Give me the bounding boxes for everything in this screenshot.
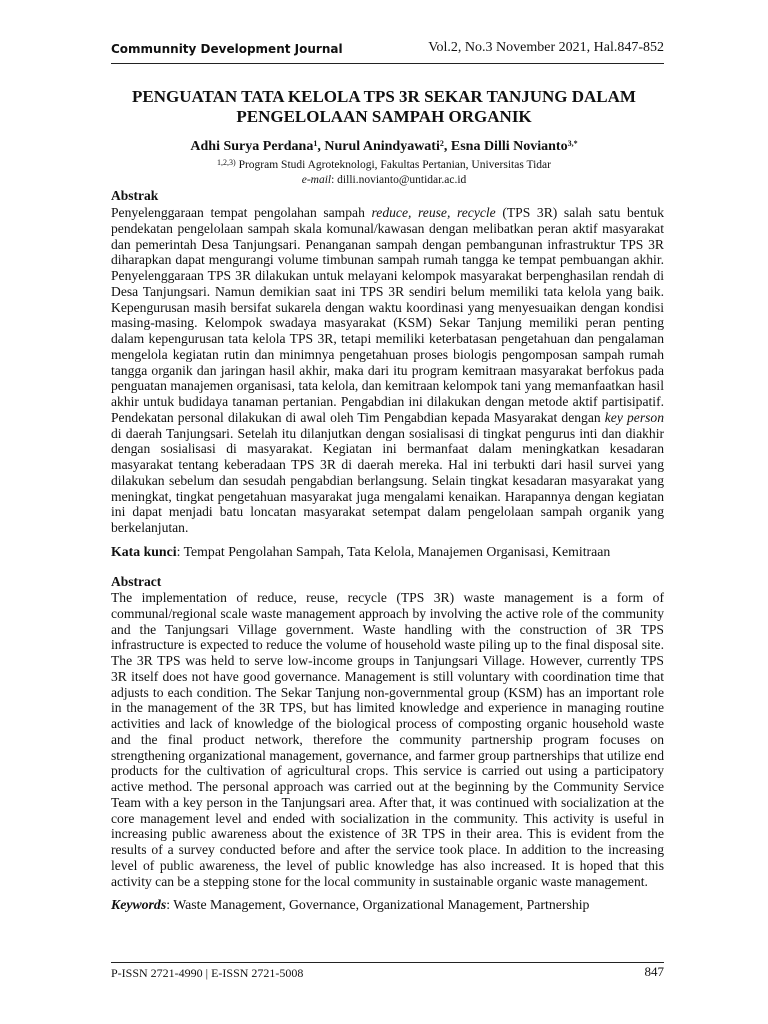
email-value: : dilli.novianto@untidar.ac.id: [331, 174, 467, 186]
author-name: Esna Dilli Novianto: [450, 139, 568, 154]
volume-info: Vol.2, No.3 November 2021, Hal.847-852: [428, 40, 664, 55]
title-line-1: PENGUATAN TATA KELOLA TPS 3R SEKAR TANJUNG DALAM: [132, 87, 636, 106]
abstract-heading: Abstract: [111, 574, 162, 589]
abstrak-text: di daerah Tanjungsari. Setelah itu dilanjutkan dengan sosialisasi di tingkat pengurus inti dan diakhir dengan sosialisasi di masyarakat. Kegiatan ini bermanfaat dalam meningkatkan kesadaran masyarakat tentang keberadaan TPS 3R di daerah mereka. Hal ini terbukti dari hasil survei yang dilakukan sebelum dan sesudah pengabdian berlangsung. Selain tingkat kesadaran masyarakat yang meningkat, tingkat pengetahuan masyarakat juga mengalami kenaikan. Harapannya dengan kegiatan ini dapat menjadi batu loncatan masyarakat setempat dalam pengelolaan sampah organik yang berkelanjutan.: [111, 425, 664, 535]
affiliation-sup: 1,2,3): [217, 158, 236, 167]
paper-title: [90, 87, 678, 127]
author-sup: 1: [313, 139, 318, 148]
page-number: 847: [644, 964, 664, 979]
abstract-body: The implementation of reduce, reuse, recycle (TPS 3R) waste management is a form of communal/regional scale waste management approach by involving the active role of the community and the Tanjungsari Village government. Waste handling with the construction of 3R TPS infrastructure is expected to reduce the volume of household waste piling up to the final disposal site. The 3R TPS was held to serve low-income groups in Tanjungsari Village. However, currently TPS 3R itself does not have good governance. Management is still voluntary with coordination time that adjusts to each condition. The Sekar Tanjung non-governmental group (KSM) has an important role in the management of the 3R TPS, but has limited knowledge and experience in managing routine activities and lack of knowledge of the biological process of composting organic household waste and the final product network, therefore the community partnership program focuses on strengthening organizational management, governance, and farmer group partnerships that utilize end products for the cultivation of agricultural crops. This service is carried out using a participatory active method. The personal approach was carried out at the beginning by the Community Service Team with a key person in the Tanjungsari area. After that, it was continued with socialization at the core management level and ended with socialization in the community. This activity is useful in increasing public awareness about the existence of 3R TPS in their area. This is evident from the results of a survey conducted before and after the service took place. In addition to the increasing level of public awareness, the level of public knowledge has also increased. It is hoped that this activity can be a stepping stone for the local community in sustainable organic waste management.: [111, 590, 664, 889]
author-name: Adhi Surya Perdana: [190, 139, 314, 154]
email-label: e-mail: [301, 174, 332, 186]
keywords-label: Keywords: [111, 897, 167, 912]
header-divider: [111, 63, 664, 64]
page-header: [111, 40, 664, 64]
journal-name: Communnity Development Journal: [111, 42, 343, 56]
author-sup: 2: [439, 139, 444, 148]
affiliation-text: Program Studi Agroteknologi, Fakultas Pertanian, Universitas Tidar: [235, 159, 551, 171]
author-name: Nurul Anindyawati: [324, 139, 440, 154]
keywords: [111, 897, 664, 913]
title-line-2: PENGELOLAAN SAMPAH ORGANIK: [236, 107, 532, 126]
abstrak-text: Penyelenggaraan tempat pengolahan sampah: [111, 205, 372, 220]
affiliation: [90, 158, 678, 173]
footer-divider: [111, 962, 664, 963]
kata-kunci: [111, 544, 664, 560]
kata-kunci-label: Kata kunci: [111, 544, 177, 559]
abstrak-heading: Abstrak: [111, 188, 159, 203]
issn-info: P-ISSN 2721-4990 | E-ISSN 2721-5008: [111, 966, 304, 980]
abstrak-body: [111, 205, 664, 536]
kata-kunci-values: : Tempat Pengolahan Sampah, Tata Kelola, Manajemen Organisasi, Kemitraan: [176, 544, 611, 559]
author-list: Adhi Surya Perdana$^1$, Nurul Anindyawati$^2$, Esna Dilli Novianto$^{3,*}$: [190, 139, 578, 154]
keywords-values: : Waste Management, Governance, Organizational Management, Partnership: [166, 897, 590, 912]
contact-email: [90, 173, 678, 188]
abstrak-italic: reduce, reuse, recycle: [371, 205, 496, 220]
abstrak-italic: key person: [604, 409, 664, 425]
abstrak-text: (TPS 3R) salah satu bentuk pendekatan pengelolaan sampah skala komunal/kawasan dengan melibatkan peran aktif masyarakat dan pemerintah Desa Tanjungsari. Penanganan sampah dengan pembangunan infrastruktur TPS 3R diharapkan dapat mengurangi volume timbunan sampah rumah tangga ke tempat pembuangan akhir. Penyelenggaraan TPS 3R dilakukan untuk melayani kelompok masyarakat berpenghasilan rendah di Desa Tanjungsari. Namun demikian saat ini TPS 3R sendiri belum memiliki tata kelola yang baik. Kepengurusan masih bersifat sukarela dengan waktu koordinasi yang menyesuaikan dengan kondisi masing-masing. Kelompok swadaya masyarakat (KSM) Sekar Tanjung memiliki peran penting dalam kepengurusan tata kelola TPS 3R, tetapi memiliki keterbatasan pengetahuan dan pengalaman mengelola kegiatan rutin dan minimnya pengetahuan proses biologis pengomposan sampah rumah tangga organik dan jaringan hasil akhir, maka dari itu program kemitraan masyarakat berfokus pada penguatan manajemen organisasi, tata kelola, dan kemitraan kelompok tani yang memanfaatkan hasil akhir untuk budidaya tanaman pertanian. Pengabdian ini dilakukan dengan metode aktif partisipatif. Pendekatan personal dilakukan di awal oleh Tim Pengabdian kepada Masyarakat dengan: [111, 205, 664, 425]
author-sup: 3,*: [567, 139, 578, 148]
